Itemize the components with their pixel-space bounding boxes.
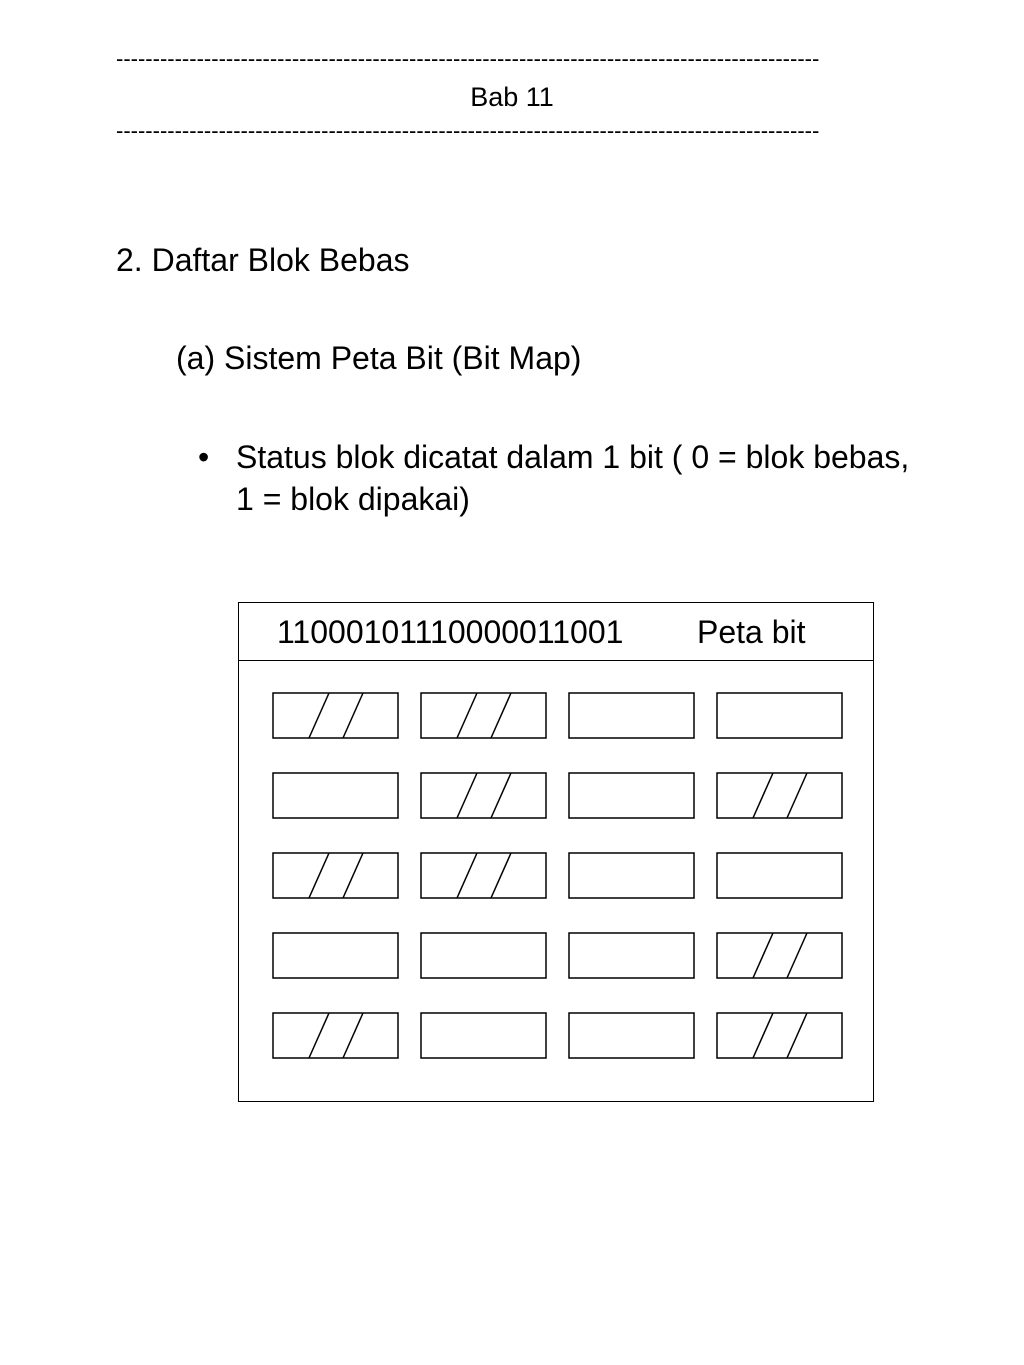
block-rect <box>421 853 546 898</box>
block-rect <box>273 693 398 738</box>
blocks-grid <box>239 603 875 1103</box>
block-rect <box>717 1013 842 1058</box>
block-used <box>273 1013 398 1058</box>
block-used <box>273 853 398 898</box>
section-heading: 2. Daftar Blok Bebas <box>116 242 410 278</box>
block-free <box>717 853 842 898</box>
block-rect <box>717 773 842 818</box>
bitmap-bits: 11000101110000011001 <box>277 614 624 650</box>
block-free <box>717 693 842 738</box>
block-used <box>421 773 546 818</box>
block-free <box>273 933 398 978</box>
block-rect <box>717 853 842 898</box>
block-rect <box>273 933 398 978</box>
chapter-label: Bab 11 <box>470 82 554 112</box>
block-rect <box>421 773 546 818</box>
block-rect <box>717 693 842 738</box>
block-free <box>569 773 694 818</box>
block-rect <box>273 773 398 818</box>
bullet-item <box>198 436 978 520</box>
block-rect <box>569 773 694 818</box>
block-rect <box>569 1013 694 1058</box>
block-rect <box>273 853 398 898</box>
block-free <box>569 853 694 898</box>
block-used <box>421 853 546 898</box>
bullet-line-2: 1 = blok dipakai) <box>236 481 470 517</box>
block-used <box>273 693 398 738</box>
block-used <box>717 1013 842 1058</box>
block-rect <box>569 933 694 978</box>
bitmap-diagram <box>238 602 874 1102</box>
block-rect <box>717 933 842 978</box>
block-used <box>717 773 842 818</box>
header-rule-bottom: ------------------------------------------------------------------------------------------------ <box>116 120 820 142</box>
block-rect <box>421 933 546 978</box>
block-free <box>421 1013 546 1058</box>
bullet-line-1: Status blok dicatat dalam 1 bit ( 0 = blok bebas, <box>236 439 910 475</box>
block-used <box>717 933 842 978</box>
header-rule-top: ------------------------------------------------------------------------------------------------ <box>116 48 820 70</box>
block-used <box>421 693 546 738</box>
block-rect <box>273 1013 398 1058</box>
block-free <box>273 773 398 818</box>
block-rect <box>421 693 546 738</box>
bullet-dot: • <box>198 439 210 475</box>
subsection-heading: (a) Sistem Peta Bit (Bit Map) <box>176 340 582 376</box>
bitmap-label: Peta bit <box>697 614 806 650</box>
block-free <box>569 1013 694 1058</box>
block-rect <box>421 1013 546 1058</box>
block-free <box>569 693 694 738</box>
block-rect <box>569 693 694 738</box>
block-free <box>421 933 546 978</box>
block-free <box>569 933 694 978</box>
block-rect <box>569 853 694 898</box>
